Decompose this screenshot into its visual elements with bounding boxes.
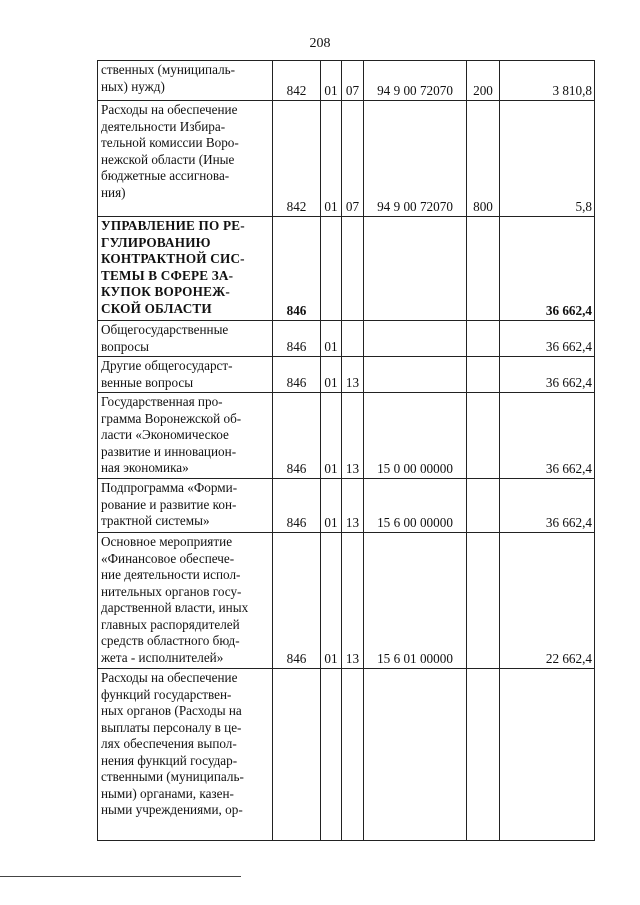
item-name-text: ственных (муниципаль- ных) нужд) xyxy=(101,62,236,94)
target-article-cell xyxy=(364,669,467,841)
item-name-text: Подпрограмма «Форми- рование и развитие кон- трактной системы» xyxy=(101,480,238,528)
ved-code-cell: 846 xyxy=(273,393,321,479)
item-name-text: Расходы на обеспечение функций государствен- ных органов (Расходы на выплаты персоналу в це- лях обеспечения выпол- нения функций государ- ственными (муниципаль- ными) органами, казен- ными учреждениями, ор- xyxy=(101,670,244,817)
amount-cell: 5,8 xyxy=(500,101,595,217)
table-row xyxy=(98,61,595,101)
target-article-cell: 15 6 00 00000 xyxy=(364,479,467,533)
section-code-cell: 01 xyxy=(321,393,342,479)
amount-cell: 36 662,4 xyxy=(500,479,595,533)
expense-type-cell xyxy=(467,393,500,479)
target-article-cell: 94 9 00 72070 xyxy=(364,101,467,217)
item-name-text: Другие общегосударст- венные вопросы xyxy=(101,358,233,390)
section-code-cell: 01 xyxy=(321,533,342,669)
expense-type-cell xyxy=(467,479,500,533)
ved-code-cell: 846 xyxy=(273,533,321,669)
section-code-cell: 01 xyxy=(321,357,342,393)
ved-code-cell: 846 xyxy=(273,321,321,357)
item-name-cell xyxy=(98,357,273,393)
item-name-text: УПРАВЛЕНИЕ ПО РЕ- ГУЛИРОВАНИЮ КОНТРАКТНОЙ СИС- ТЕМЫ В СФЕРЕ ЗА- КУПОК ВОРОНЕЖ- СКОЙ ОБЛАСТИ xyxy=(101,218,245,316)
item-name-text: Общегосударственные вопросы xyxy=(101,322,229,354)
table-row xyxy=(98,533,595,669)
amount-cell: 36 662,4 xyxy=(500,357,595,393)
section-code-cell: 01 xyxy=(321,479,342,533)
item-name-cell xyxy=(98,393,273,479)
subsection-code-cell: 13 xyxy=(342,479,364,533)
section-code-cell xyxy=(321,669,342,841)
table-row xyxy=(98,479,595,533)
amount-cell xyxy=(500,669,595,841)
table-row xyxy=(98,101,595,217)
table-row xyxy=(98,357,595,393)
item-name-cell xyxy=(98,321,273,357)
expense-type-cell xyxy=(467,357,500,393)
target-article-cell: 15 6 01 00000 xyxy=(364,533,467,669)
subsection-code-cell: 13 xyxy=(342,533,364,669)
section-code-cell: 01 xyxy=(321,101,342,217)
expense-type-cell xyxy=(467,669,500,841)
item-name-cell xyxy=(98,479,273,533)
ved-code-cell: 846 xyxy=(273,357,321,393)
amount-cell: 36 662,4 xyxy=(500,217,595,321)
ved-code-cell: 846 xyxy=(273,217,321,321)
item-name-cell xyxy=(98,533,273,669)
subsection-code-cell: 07 xyxy=(342,101,364,217)
target-article-cell xyxy=(364,321,467,357)
footnote-rule xyxy=(0,876,241,877)
ved-code-cell: 846 xyxy=(273,479,321,533)
ved-code-cell xyxy=(273,669,321,841)
target-article-cell: 15 0 00 00000 xyxy=(364,393,467,479)
item-name-text: Государственная про- грамма Воронежской об- ласти «Экономическое развитие и инновацион- ная экономика» xyxy=(101,394,242,475)
ved-code-cell: 842 xyxy=(273,61,321,101)
subsection-code-cell: 07 xyxy=(342,61,364,101)
section-code-cell: 01 xyxy=(321,321,342,357)
subsection-code-cell xyxy=(342,321,364,357)
budget-table xyxy=(97,60,595,841)
item-name-text: Расходы на обеспечение деятельности Избира- тельной комиссии Воро- нежской области (Иные бюджетные ассигнова- ния) xyxy=(101,102,239,200)
expense-type-cell xyxy=(467,533,500,669)
table-row xyxy=(98,669,595,841)
expense-type-cell: 200 xyxy=(467,61,500,101)
amount-cell: 22 662,4 xyxy=(500,533,595,669)
subsection-code-cell xyxy=(342,669,364,841)
table-row xyxy=(98,217,595,321)
target-article-cell xyxy=(364,217,467,321)
budget-table-body xyxy=(98,61,595,841)
item-name-cell xyxy=(98,217,273,321)
expense-type-cell xyxy=(467,217,500,321)
section-code-cell xyxy=(321,217,342,321)
table-row xyxy=(98,321,595,357)
amount-cell: 3 810,8 xyxy=(500,61,595,101)
table-row xyxy=(98,393,595,479)
amount-cell: 36 662,4 xyxy=(500,393,595,479)
page-number: 208 xyxy=(309,36,331,51)
subsection-code-cell: 13 xyxy=(342,393,364,479)
target-article-cell xyxy=(364,357,467,393)
item-name-cell xyxy=(98,61,273,101)
ved-code-cell: 842 xyxy=(273,101,321,217)
expense-type-cell xyxy=(467,321,500,357)
subsection-code-cell xyxy=(342,217,364,321)
item-name-cell xyxy=(98,669,273,841)
item-name-cell xyxy=(98,101,273,217)
item-name-text: Основное мероприятие «Финансовое обеспече- ние деятельности испол- нительных органов госу- дарственной власти, иных главных распорядителей средств областного бюд- жета - исполнителей» xyxy=(101,534,249,665)
expense-type-cell: 800 xyxy=(467,101,500,217)
amount-cell: 36 662,4 xyxy=(500,321,595,357)
subsection-code-cell: 13 xyxy=(342,357,364,393)
target-article-cell: 94 9 00 72070 xyxy=(364,61,467,101)
section-code-cell: 01 xyxy=(321,61,342,101)
